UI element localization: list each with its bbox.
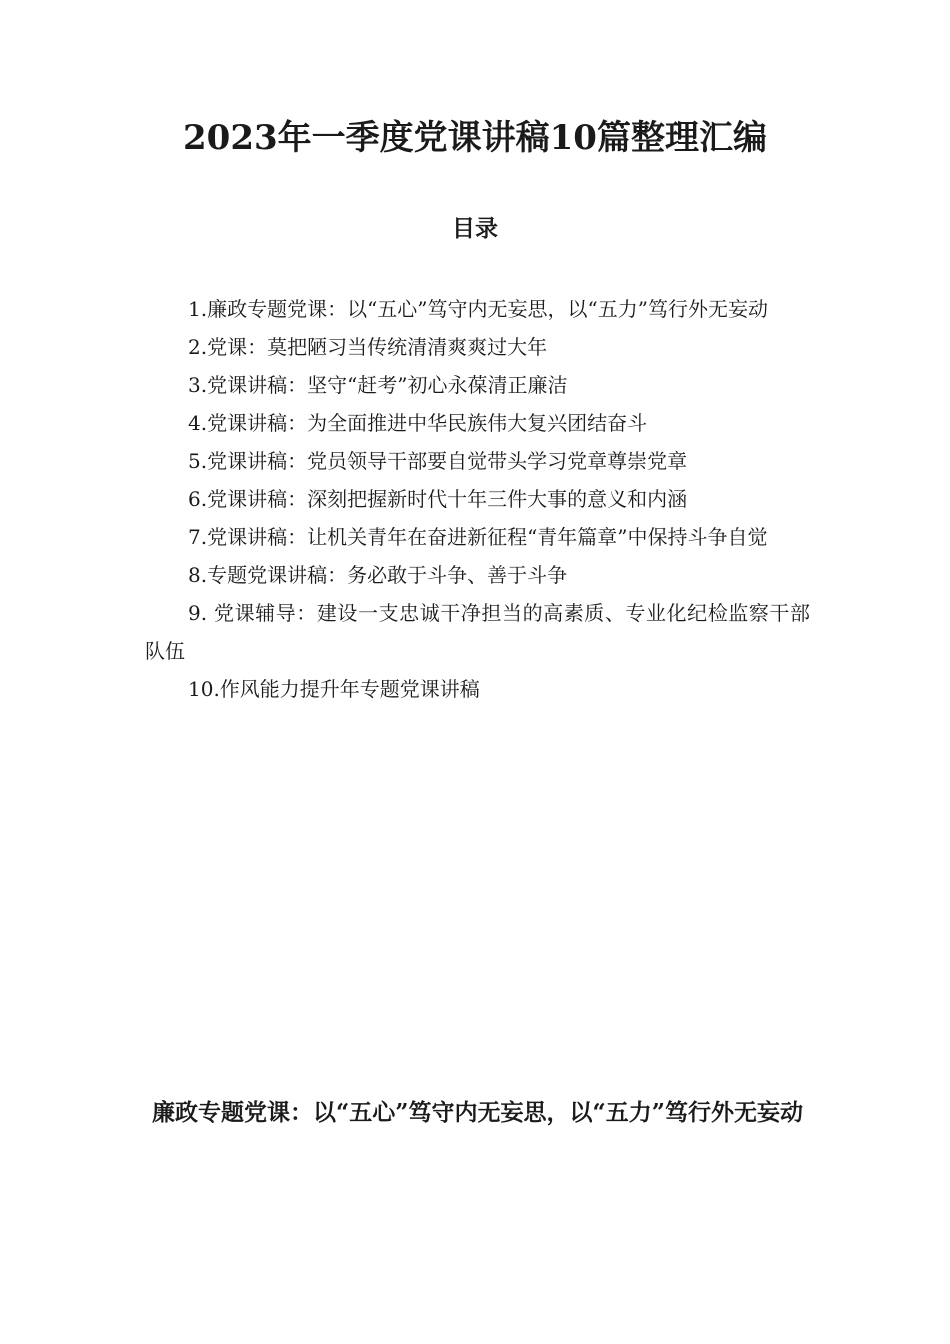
toc-item-9: 9. 党课辅导：建设一支忠诚干净担当的高素质、专业化纪检监察干部队伍 — [145, 601, 810, 663]
toc-item-3: 3.党课讲稿：坚守“赶考”初心永葆清正廉洁 — [188, 373, 568, 397]
toc-item-4: 4.党课讲稿：为全面推进中华民族伟大复兴团结奋斗 — [188, 411, 648, 435]
toc-item-8: 8.专题党课讲稿：务必敢于斗争、善于斗争 — [188, 563, 568, 587]
table-of-contents — [145, 290, 810, 708]
toc-heading: 目录 — [452, 215, 498, 242]
toc-item-1: 1.廉政专题党课：以“五心”笃守内无妄思，以“五力”笃行外无妄动 — [188, 297, 768, 321]
toc-item-10: 10.作风能力提升年专题党课讲稿 — [188, 677, 480, 701]
section-title: 廉政专题党课：以“五心”笃守内无妄思，以“五力”笃行外无妄动 — [152, 1099, 803, 1126]
document-title: 2023年一季度党课讲稿10篇整理汇编 — [183, 118, 767, 158]
toc-item-6: 6.党课讲稿：深刻把握新时代十年三件大事的意义和内涵 — [188, 487, 688, 511]
toc-item-7: 7.党课讲稿：让机关青年在奋进新征程“青年篇章”中保持斗争自觉 — [188, 525, 768, 549]
toc-item-5: 5.党课讲稿：党员领导干部要自觉带头学习党章尊崇党章 — [188, 449, 688, 473]
toc-item-2: 2.党课：莫把陋习当传统清清爽爽过大年 — [188, 335, 548, 359]
